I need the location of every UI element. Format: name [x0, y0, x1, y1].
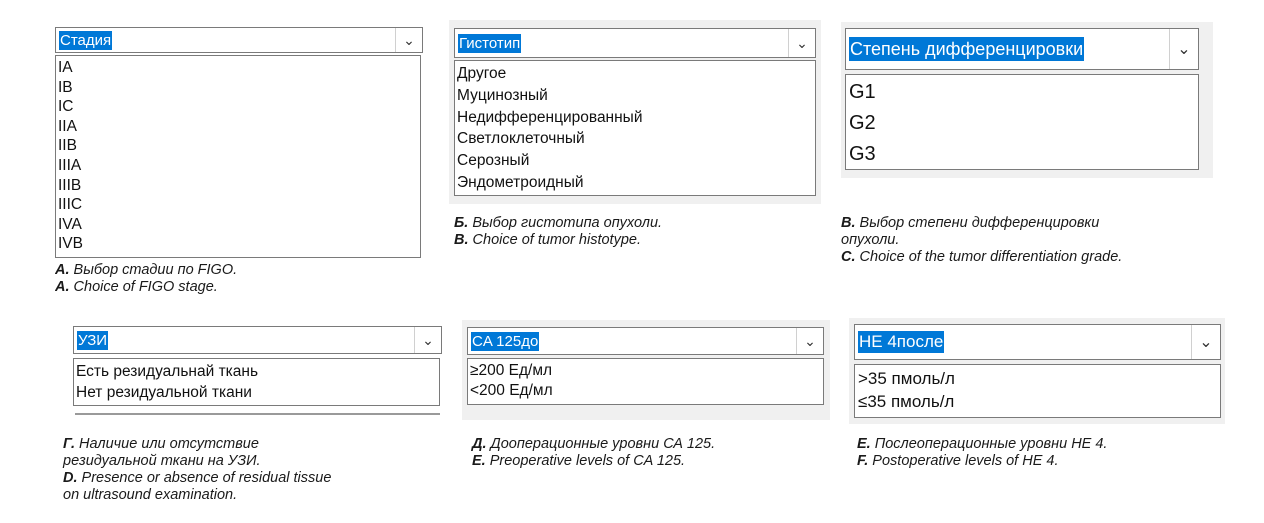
chevron-down-icon[interactable]: ⌄: [1191, 325, 1220, 359]
caption-text: on ultrasound examination.: [63, 487, 238, 503]
differentiation-dropdown-list: [845, 74, 1199, 170]
he4-combobox[interactable]: [854, 324, 1221, 360]
stage-dropdown-list: [55, 55, 421, 258]
list-item[interactable]: Недифференцированный: [457, 108, 643, 126]
list-item[interactable]: IB: [58, 78, 73, 96]
stage-combobox[interactable]: [55, 27, 423, 53]
caption-letter: C.: [841, 249, 856, 265]
ca125-combobox[interactable]: [467, 327, 824, 355]
list-item[interactable]: Есть резидуальнай ткань: [76, 363, 259, 380]
combo-selected-value: Гистотип: [459, 34, 521, 52]
combo-selected-value: УЗИ: [78, 331, 108, 349]
caption-f: [857, 436, 1237, 470]
caption-text: Дооперационные уровни СА 125.: [486, 436, 716, 452]
caption-text: Выбор гистотипа опухоли.: [468, 215, 663, 231]
caption-letter: B.: [454, 232, 469, 248]
list-item[interactable]: ≥200 Ед/мл: [470, 362, 553, 379]
caption-letter: В.: [841, 215, 856, 231]
differentiation-combobox[interactable]: [845, 28, 1199, 70]
caption-e: [472, 436, 842, 470]
caption-text: опухоли.: [841, 232, 900, 248]
chevron-down-icon[interactable]: ⌄: [1169, 29, 1198, 69]
list-item[interactable]: IA: [58, 59, 73, 76]
caption-b: [454, 215, 824, 249]
chevron-down-icon[interactable]: ⌄: [414, 327, 441, 353]
caption-text: Выбор стадии по FIGO.: [69, 262, 238, 278]
list-item[interactable]: IVA: [58, 215, 82, 233]
list-item[interactable]: Муцинозный: [457, 86, 548, 104]
caption-text: Choice of the tumor differentiation grade.: [855, 249, 1123, 265]
combo-selected-value: Стадия: [60, 31, 112, 49]
caption-text: Наличие или отсутствие: [75, 436, 259, 452]
caption-letter: А.: [55, 262, 70, 278]
list-item[interactable]: <200 Ед/мл: [470, 382, 553, 399]
hidden-combobox-fragment: [848, 170, 1198, 178]
list-item[interactable]: IC: [58, 98, 74, 116]
caption-letter: E.: [472, 453, 486, 469]
list-item[interactable]: Светлоклеточный: [457, 130, 585, 148]
chevron-down-icon[interactable]: ⌄: [788, 29, 815, 57]
caption-letter: Е.: [857, 436, 871, 452]
list-item[interactable]: Другое: [457, 65, 507, 82]
caption-text: резидуальной ткани на УЗИ.: [63, 453, 261, 469]
histotype-dropdown-list: [454, 60, 816, 196]
caption-letter: Д.: [472, 436, 487, 452]
combo-selected-value: Степень дифференцировки: [850, 39, 1084, 59]
chevron-down-icon[interactable]: ⌄: [796, 328, 823, 354]
caption-text: Choice of FIGO stage.: [69, 279, 218, 295]
ca125-dropdown-list: [467, 358, 824, 405]
list-item[interactable]: Нет резидуальной ткани: [76, 384, 252, 401]
ultrasound-combobox[interactable]: [73, 326, 442, 354]
caption-text: Выбор степени дифференцировки: [855, 215, 1100, 231]
list-item[interactable]: IVB: [58, 235, 83, 253]
list-item[interactable]: IIIA: [58, 156, 82, 174]
list-item[interactable]: IIA: [58, 117, 77, 135]
caption-text: Presence or absence of residual tissue: [77, 470, 332, 486]
list-item[interactable]: IIB: [58, 137, 77, 155]
caption-text: Послеоперационные уровни НЕ 4.: [870, 436, 1108, 452]
chevron-down-icon[interactable]: ⌄: [395, 28, 422, 52]
caption-letter: Г.: [63, 436, 76, 452]
caption-text: Preoperative levels of CA 125.: [485, 453, 686, 469]
list-item[interactable]: ≤35 пмоль/л: [858, 392, 955, 411]
caption-letter: A.: [55, 279, 70, 295]
caption-letter: Б.: [454, 215, 469, 231]
list-item[interactable]: IIIC: [58, 196, 83, 214]
caption-d: [63, 436, 443, 504]
caption-c: [841, 215, 1241, 266]
caption-a: [55, 262, 435, 298]
caption-letter: D.: [63, 470, 78, 486]
caption-text: Choice of tumor histotype.: [468, 232, 641, 248]
list-item[interactable]: Эндометроидный: [457, 173, 584, 191]
list-item[interactable]: >35 пмоль/л: [858, 369, 955, 388]
ultrasound-dropdown-list: [73, 358, 440, 406]
list-item[interactable]: Серозный: [457, 152, 530, 170]
histotype-combobox[interactable]: [454, 28, 816, 58]
list-item[interactable]: G3: [849, 143, 876, 165]
caption-text: Postoperative levels of HE 4.: [868, 453, 1059, 469]
he4-dropdown-list: [854, 364, 1221, 418]
list-item[interactable]: IIIB: [58, 176, 82, 194]
combo-selected-value: HE 4после: [859, 332, 944, 351]
list-item[interactable]: G2: [849, 112, 876, 134]
caption-letter: F.: [857, 453, 869, 469]
hidden-combobox-edge: [75, 413, 440, 415]
combo-selected-value: CA 125до: [472, 332, 539, 350]
list-item[interactable]: G1: [849, 81, 876, 103]
